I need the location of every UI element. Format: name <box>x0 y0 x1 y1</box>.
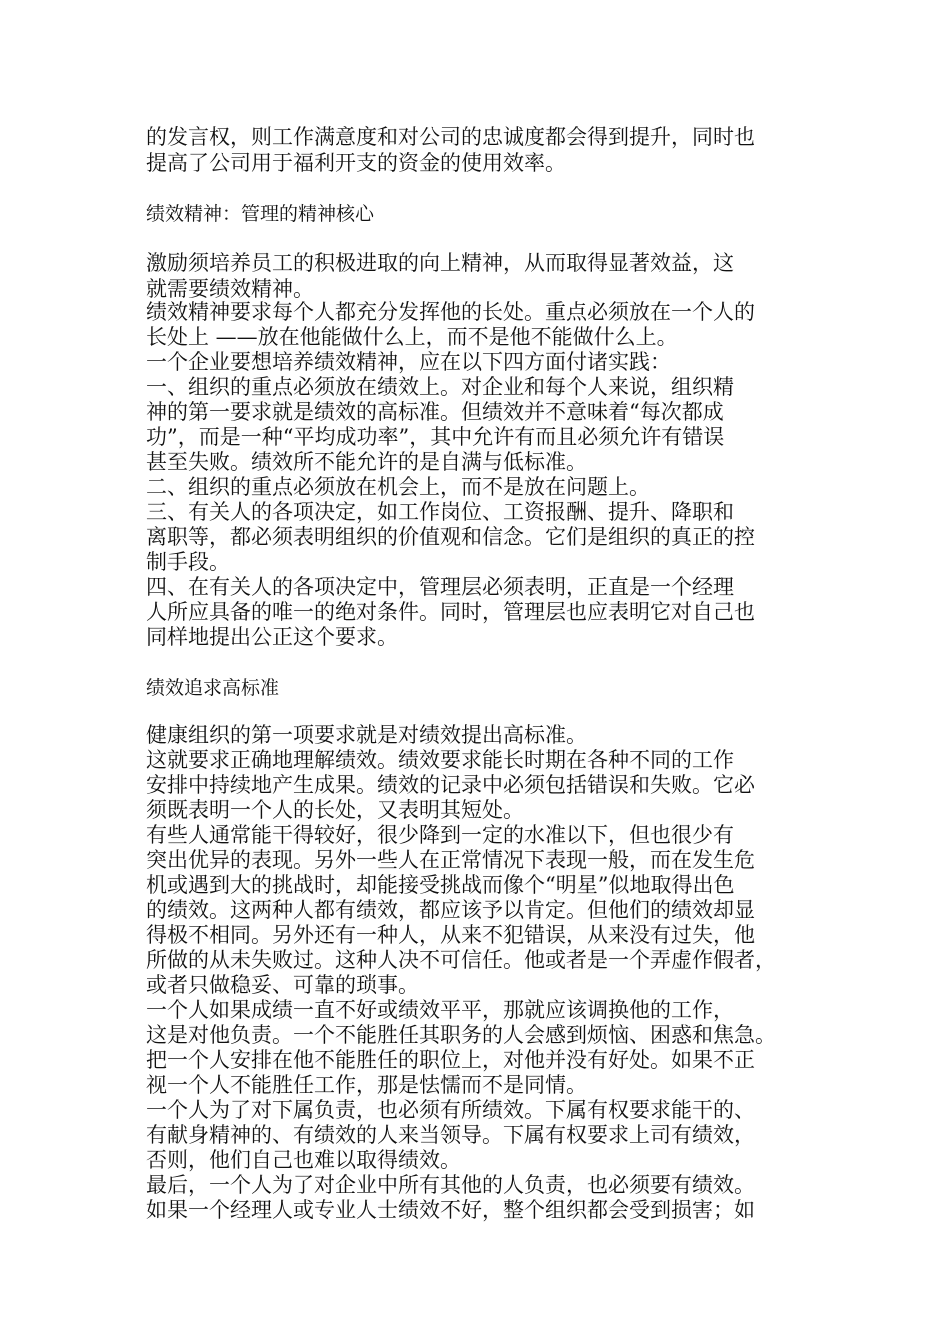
text-line: 长处上 ——放在他能做什么上，而不是他不能做什么上。 <box>146 325 678 349</box>
text-line: 一个人如果成绩一直不好或绩效平平，那就应该调换他的工作， <box>146 998 734 1022</box>
text-line: 或者只做稳妥、可靠的琐事。 <box>146 973 419 997</box>
text-line: 一、组织的重点必须放在绩效上。对企业和每个人来说，组织精 <box>146 375 734 399</box>
text-line: 的发言权，则工作满意度和对公司的忠诚度都会得到提升，同时也 <box>146 125 755 149</box>
text-line: 激励须培养员工的积极进取的向上精神，从而取得显著效益，这 <box>146 251 734 275</box>
text-line: 绩效精神要求每个人都充分发挥他的长处。重点必须放在一个人的 <box>146 300 755 324</box>
text-line: 否则，他们自己也难以取得绩效。 <box>146 1148 461 1172</box>
text-line: 安排中持续地产生成果。绩效的记录中必须包括错误和失败。它必 <box>146 773 755 797</box>
text-line: 的绩效。这两种人都有绩效，都应该予以肯定。但他们的绩效却显 <box>146 898 755 922</box>
text-line: 这是对他负责。一个不能胜任其职务的人会感到烦恼、困惑和焦急。 <box>146 1023 776 1047</box>
text-line: 所做的从未失败过。这种人决不可信任。他或者是一个弄虚作假者， <box>146 948 776 972</box>
text-line: 二、组织的重点必须放在机会上，而不是放在问题上。 <box>146 475 650 499</box>
text-line: 最后，一个人为了对企业中所有其他的人负责，也必须要有绩效。 <box>146 1173 755 1197</box>
text-line: 同样地提出公正这个要求。 <box>146 625 398 649</box>
text-line: 一个企业要想培养绩效精神，应在以下四方面付诸实践： <box>146 350 671 374</box>
section-heading: 绩效精神：管理的精神核心 <box>146 203 375 225</box>
text-line: 把一个人安排在他不能胜任的职位上，对他并没有好处。如果不正 <box>146 1048 755 1072</box>
text-line: 四、在有关人的各项决定中，管理层必须表明，正直是一个经理 <box>146 575 734 599</box>
section-heading: 绩效追求高标准 <box>146 677 280 699</box>
text-line: 离职等，都必须表明组织的价值观和信念。它们是组织的真正的控 <box>146 525 755 549</box>
text-line: 有献身精神的、有绩效的人来当领导。下属有权要求上司有绩效， <box>146 1123 755 1147</box>
text-line: 健康组织的第一项要求就是对绩效提出高标准。 <box>146 723 587 747</box>
text-line: 三、有关人的各项决定，如工作岗位、工资报酬、提升、降职和 <box>146 500 734 524</box>
text-line: 功”，而是一种“平均成功率”，其中允许有而且必须允许有错误 <box>146 425 725 449</box>
text-line: 神的第一要求就是绩效的高标准。但绩效并不意味着“每次都成 <box>146 400 724 424</box>
text-line: 如果一个经理人或专业人士绩效不好，整个组织都会受到损害；如 <box>146 1198 755 1222</box>
text-line: 提高了公司用于福利开支的资金的使用效率。 <box>146 151 566 175</box>
text-line: 这就要求正确地理解绩效。绩效要求能长时期在各种不同的工作 <box>146 748 734 772</box>
text-line: 机或遇到大的挑战时，却能接受挑战而像个“明星”似地取得出色 <box>146 873 735 897</box>
text-line: 得极不相同。另外还有一种人，从来不犯错误，从来没有过失，他 <box>146 923 755 947</box>
text-line: 就需要绩效精神。 <box>146 277 314 301</box>
text-line: 突出优异的表现。另外一些人在正常情况下表现一般，而在发生危 <box>146 848 755 872</box>
text-line: 甚至失败。绩效所不能允许的是自满与低标准。 <box>146 450 587 474</box>
text-line: 视一个人不能胜任工作，那是怯懦而不是同情。 <box>146 1073 587 1097</box>
text-line: 制手段。 <box>146 550 230 574</box>
text-line: 有些人通常能干得较好，很少降到一定的水准以下，但也很少有 <box>146 823 734 847</box>
text-line: 须既表明一个人的长处，又表明其短处。 <box>146 798 524 822</box>
text-line: 一个人为了对下属负责，也必须有所绩效。下属有权要求能干的、 <box>146 1098 755 1122</box>
text-line: 人所应具备的唯一的绝对条件。同时，管理层也应表明它对自己也 <box>146 600 755 624</box>
